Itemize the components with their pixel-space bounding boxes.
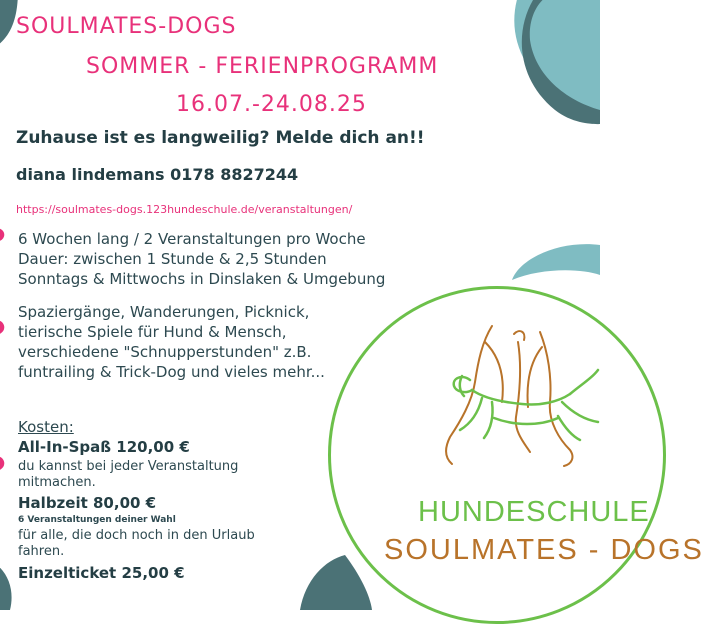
person-right	[540, 332, 572, 466]
price-halbzeit: Halbzeit 80,00 €	[18, 494, 157, 512]
blob-bottom-mid	[300, 555, 372, 610]
tagline: Zuhause ist es langweilig? Melde dich an!!	[16, 128, 425, 148]
dog-head	[454, 377, 472, 392]
dog-people-illustration	[430, 322, 600, 472]
info-block	[18, 229, 418, 289]
person-left	[446, 326, 492, 464]
program-dates: 16.07.-24.08.25	[176, 92, 367, 117]
dog-belly	[494, 418, 558, 424]
price-halbzeit-note: 6 Veranstaltungen deiner Wahl	[18, 515, 176, 525]
bullet-2	[0, 320, 4, 335]
person-left-arm	[485, 342, 503, 402]
info-line-1: 6 Wochen lang / 2 Veranstaltungen pro Woche	[18, 230, 366, 248]
person-mid-head	[514, 331, 524, 340]
blob-bottom-left	[0, 560, 12, 610]
person-right-arm	[528, 347, 542, 407]
program-title: SOMMER - FERIENPROGRAMM	[86, 54, 439, 79]
contact-name-phone: diana lindemans 0178 8827244	[16, 165, 299, 184]
price-single-ticket: Einzelticket 25,00 €	[18, 564, 185, 582]
price-all-in-desc: du kannst bei jeder Veranstaltung mitmachen.	[18, 459, 239, 490]
price-all-in: All-In-Spaß 120,00 €	[18, 438, 190, 456]
costs-heading: Kosten:	[18, 418, 74, 436]
info-line-3: Sonntags & Mittwochs in Dinslaken & Umgebung	[18, 270, 386, 288]
dog-leg-back2	[562, 402, 598, 422]
activities-text: Spaziergänge, Wanderungen, Picknick, tierische Spiele für Hund & Mensch, verschiedene "Schnupperstunden" z.B. funtrailing & Trick-Dog und vieles mehr...	[18, 303, 325, 381]
bullet-1	[0, 228, 4, 242]
brand-title: SOULMATES-DOGS	[16, 14, 237, 39]
dog-leg-front2	[484, 402, 493, 438]
website-link[interactable]: https://soulmates-dogs.123hundeschule.de/veranstaltungen/	[16, 203, 353, 216]
logo-text-line-1: HUNDESCHULE	[418, 496, 650, 528]
dog-leg-back	[558, 416, 580, 440]
dog-body	[472, 390, 570, 405]
logo-text-line-2: SOULMATES - DOGS	[384, 534, 704, 566]
dog-tail	[570, 370, 598, 394]
info-line-2: Dauer: zwischen 1 Stunde & 2,5 Stunden	[18, 250, 327, 268]
price-halbzeit-desc: für alle, die doch noch in den Urlaub fahren.	[18, 528, 255, 559]
blob-right-light	[512, 244, 600, 280]
bullet-3	[0, 456, 4, 471]
